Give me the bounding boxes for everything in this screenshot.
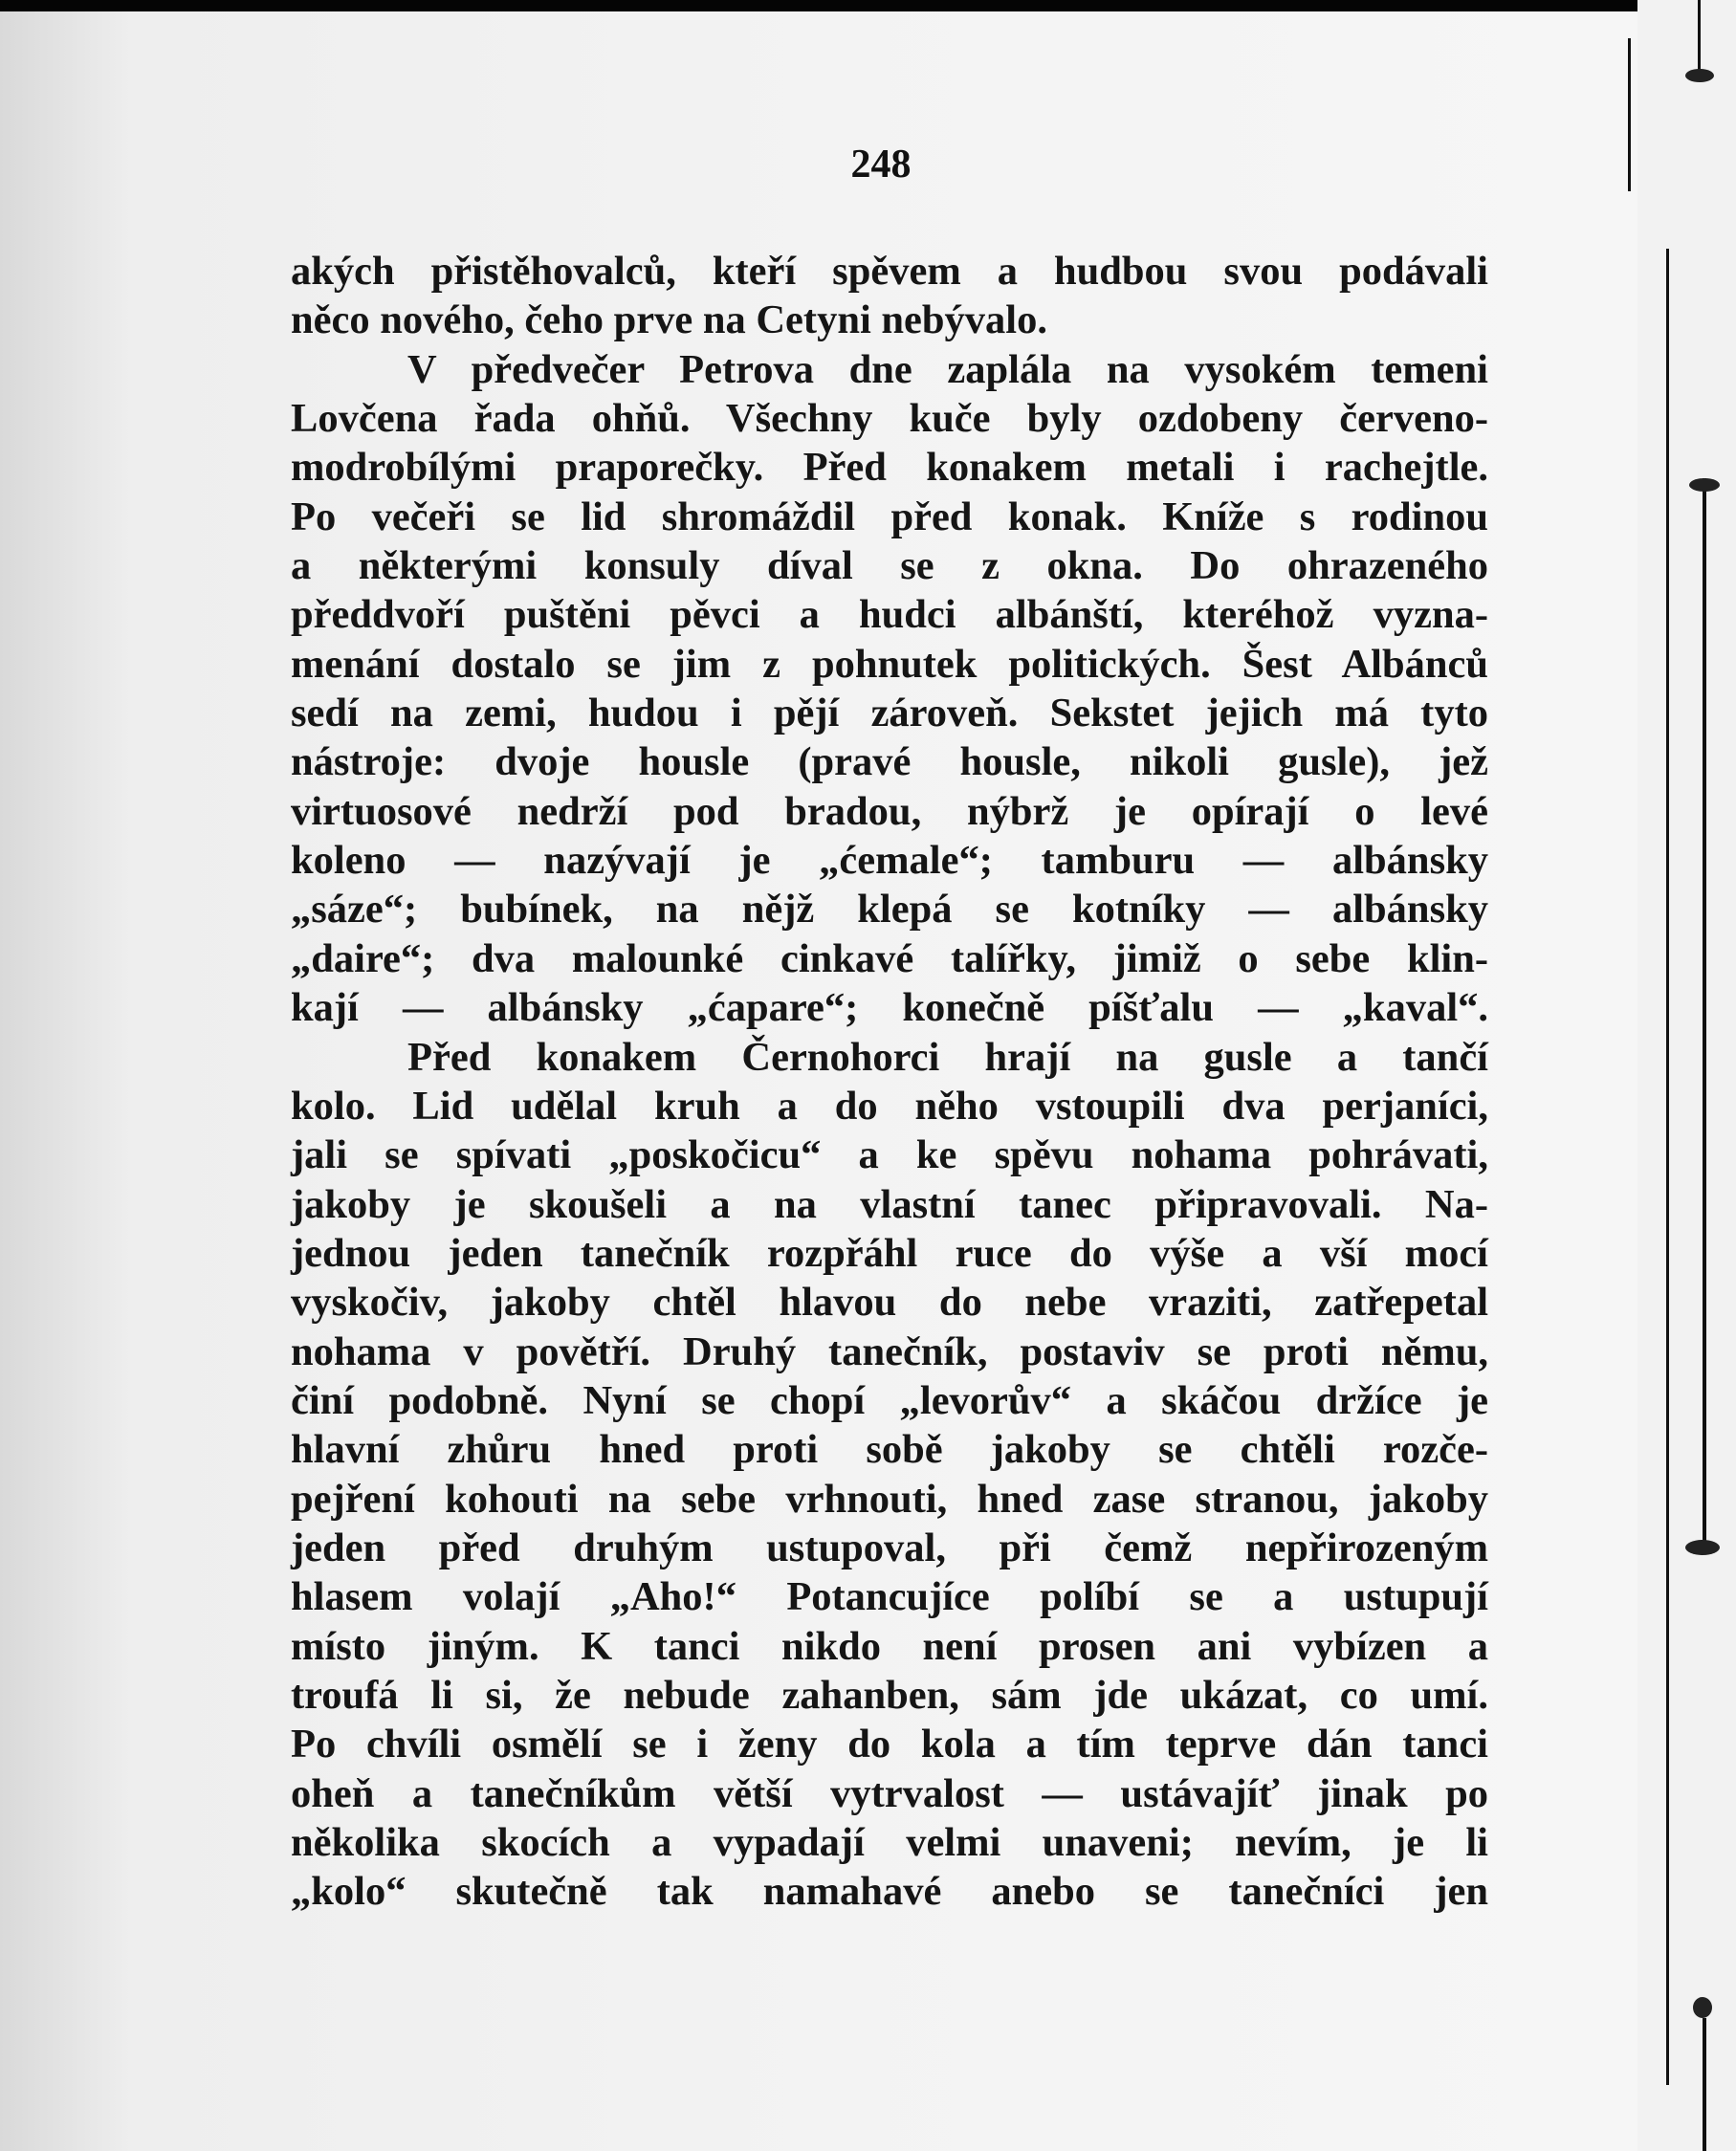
text-line: jeden před druhým ustupoval, při čemž nepřirozeným [291, 1525, 1488, 1570]
margin-blot-mid [1689, 478, 1720, 492]
margin-blot-lower [1685, 1540, 1720, 1555]
text-line: hlavní zhůru hned proti sobě jakoby se chtěli rozče- [291, 1427, 1488, 1473]
margin-rule-left [1666, 249, 1669, 2085]
text-line: nohama v povětří. Druhý tanečník, postaviv se proti němu, [291, 1328, 1488, 1374]
text-line: a některými konsuly díval se z okna. Do ohrazeného [291, 543, 1488, 589]
margin-rule-mid [1703, 478, 1706, 1549]
text-line: menání dostalo se jim z pohnutek politických. Šest Albánců [291, 641, 1488, 687]
text-line: „daire“; dva malounké cinkavé talířky, jimiž o sebe klin- [291, 935, 1488, 981]
margin-blot-top [1685, 69, 1714, 82]
text-body [291, 247, 1488, 1917]
text-line: kolo. Lid udělal kruh a do něho vstoupili dva perjaníci, [291, 1083, 1488, 1129]
text-line: sedí na zemi, hudou i pějí zároveň. Sekstet jejich má tyto [291, 691, 1488, 736]
text-line: několika skocích a vypadají velmi unaveni; nevím, je li [291, 1820, 1488, 1865]
margin-rule-bottom [1703, 2018, 1706, 2151]
text-line: jednou jeden tanečník rozpřáhl ruce do výše a vší mocí [291, 1230, 1488, 1276]
text-line: Po chvíli osmělí se i ženy do kola a tím teprve dán tanci [291, 1722, 1488, 1767]
text-line: hlasem volají „Aho!“ Potancujíce políbí se a ustupují [291, 1574, 1488, 1620]
text-line: koleno — nazývají je „ćemale“; tamburu — albánsky [291, 838, 1488, 884]
text-line: kají — albánsky „ćapare“; konečně píšťalu — „kaval“. [291, 985, 1488, 1031]
text-line: pejření kohouti na sebe vrhnouti, hned zase stranou, jakoby [291, 1476, 1488, 1522]
text-line: něco nového, čeho prve na Cetyni nebývalo. [291, 297, 1047, 343]
text-line: Lovčena řada ohňů. Všechny kuče byly ozdobeny červeno- [291, 396, 1488, 442]
text-line: vyskočiv, jakoby chtěl hlavou do nebe vraziti, zatřepetal [291, 1280, 1488, 1326]
text-line: virtuosové nedrží pod bradou, nýbrž je opírají o levé [291, 788, 1488, 834]
text-line: „sáze“; bubínek, na nějž klepá se kotníky — albánsky [291, 887, 1488, 933]
text-line: Před konakem Černohorci hrají na gusle a tančí [407, 1034, 1488, 1080]
text-line: „kolo“ skutečně tak namahavé anebo se tanečníci jen [291, 1869, 1488, 1915]
text-line: nástroje: dvoje housle (pravé housle, nikoli gusle), jež [291, 739, 1488, 785]
text-line: jali se spívati „poskočicu“ a ke spěvu nohama pohrávati, [291, 1132, 1488, 1178]
text-line: oheň a tanečníkům větší vytrvalost — ustávajíť jinak po [291, 1770, 1488, 1816]
text-line: troufá li si, že nebude zahanben, sám jde ukázat, co umí. [291, 1672, 1488, 1718]
text-line: jakoby je skoušeli a na vlastní tanec připravovali. Na- [291, 1181, 1488, 1227]
text-line: Po večeři se lid shromáždil před konak. Kníže s rodinou [291, 494, 1488, 539]
margin-blot-bottom [1693, 1997, 1712, 2018]
text-line: V předvečer Petrova dne zaplála na vysokém temeni [407, 346, 1488, 392]
page-number: 248 [850, 143, 912, 187]
text-line: modrobílými praporečky. Před konakem metali i rachejtle. [291, 445, 1488, 491]
text-line: akých přistěhovalců, kteří spěvem a hudbou svou podávali [291, 249, 1488, 294]
text-line: předdvoří puštěni pěvci a hudci albánští, kteréhož vyzna- [291, 592, 1488, 638]
text-line: činí podobně. Nyní se chopí „levorův“ a skáčou držíce je [291, 1377, 1488, 1423]
scan-margin [1637, 0, 1736, 2151]
text-line: místo jiným. K tanci nikdo není prosen ani vybízen a [291, 1623, 1488, 1669]
